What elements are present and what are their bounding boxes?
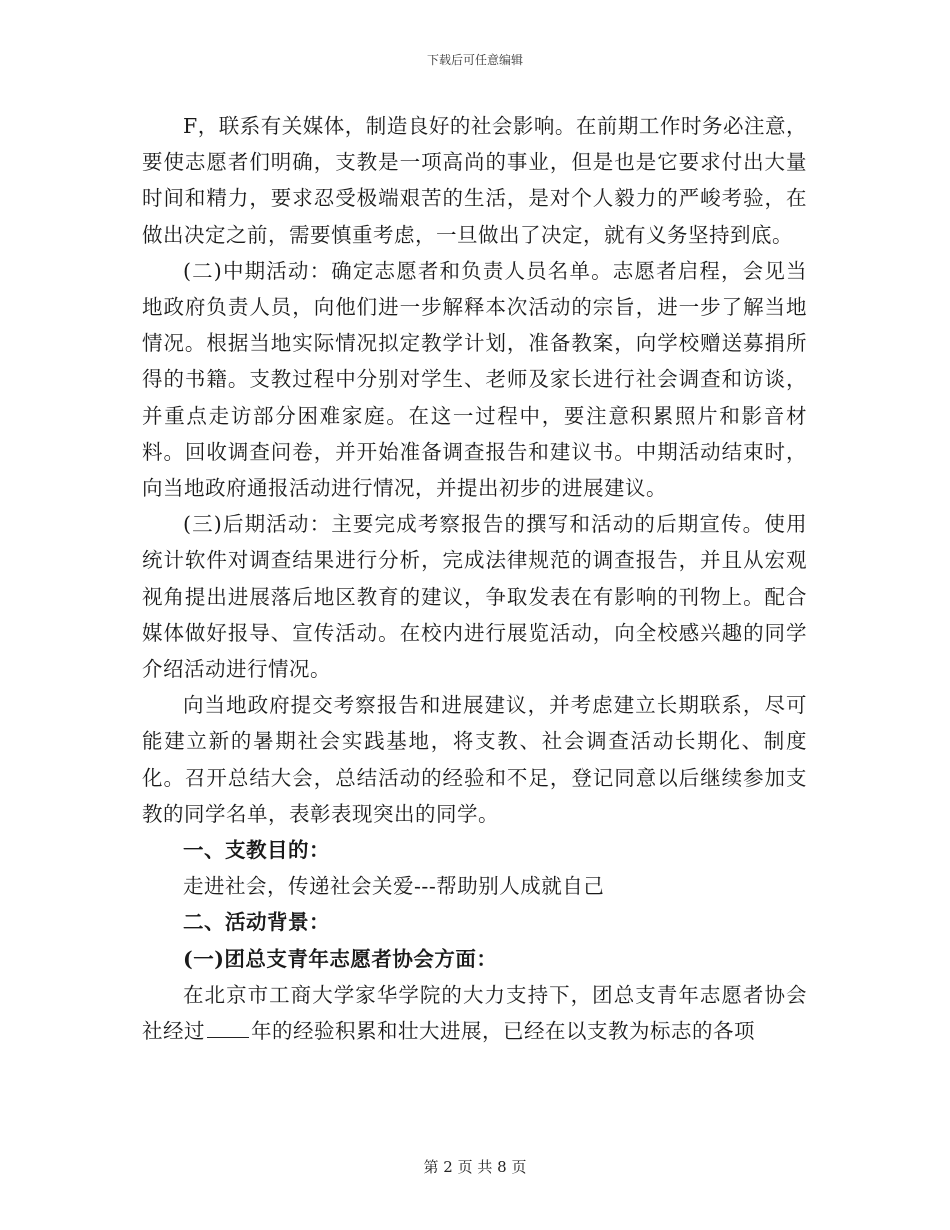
section-heading-purpose: 一、支教目的： [183, 838, 330, 863]
paragraph-media-outreach: F，联系有关媒体，制造良好的社会影响。在前期工作时务必注意，要使志愿者们明确，支教是一项高尚的事业，但是也是它要求付出大量时间和精力，要求忍受极端艰苦的生活，是对个人毅力的严峻考验，在做出决定之前，需要慎重考虑，一旦做出了决定，就有义务坚持到底。 [142, 114, 807, 247]
paragraph-late-term-activities: (三)后期活动：主要完成考察报告的撰写和活动的后期宣传。使用统计软件对调查结果进行分析，完成法律规范的调查报告，并且从宏观视角提出进展落后地区教育的建议，争取发表在有影响的刊物上。配合媒体做好报导、宣传活动。在校内进行展览活动，向全校感兴趣的同学介绍活动进行情况。 [142, 512, 807, 682]
section-heading-background: 二、活动背景： [183, 910, 330, 935]
subsection-heading-volunteer-association: (一)团总支青年志愿者协会方面： [183, 946, 498, 971]
paragraph-association-text-end: 年的经验积累和壮大进展，已经在以支教为标志的各项 [251, 1019, 755, 1044]
paragraph-association-background [142, 977, 807, 1049]
paragraph-mid-term-activities: (二)中期活动：确定志愿者和负责人员名单。志愿者启程，会见当地政府负责人员，向他们进一步解释本次活动的宗旨，进一步了解当地情况。根据当地实际情况拟定教学计划，准备教案，向学校赠送募捐所得的书籍。支教过程中分别对学生、老师及家长进行社会调查和访谈，并重点走访部分困难家庭。在这一过程中，要注意积累照片和影音材料。回收调查问卷，并开始准备调查报告和建议书。中期活动结束时，向当地政府通报活动进行情况，并提出初步的进展建议。 [142, 258, 807, 501]
paragraph-report-submission: 向当地政府提交考察报告和进展建议，并考虑建立长期联系，尽可能建立新的暑期社会实践基地，将支教、社会调查活动长期化、制度化。召开总结大会，总结活动的经验和不足，登记同意以后继续参加支教的同学名单，表彰表现突出的同学。 [142, 693, 807, 826]
paragraph-purpose: 走进社会，传递社会关爱---帮助别人成就自己 [183, 874, 605, 899]
paragraph-association-text-start: 在北京市工商大学家华学院的大力支持下，团总支青年志愿者协会社经过 [142, 982, 807, 1044]
page-footer: 第 2 页 共 8 页 [423, 1158, 527, 1176]
fill-in-blank [207, 1019, 249, 1038]
document-body [142, 108, 807, 1049]
page-header: 下载后可任意编辑 [426, 53, 523, 67]
